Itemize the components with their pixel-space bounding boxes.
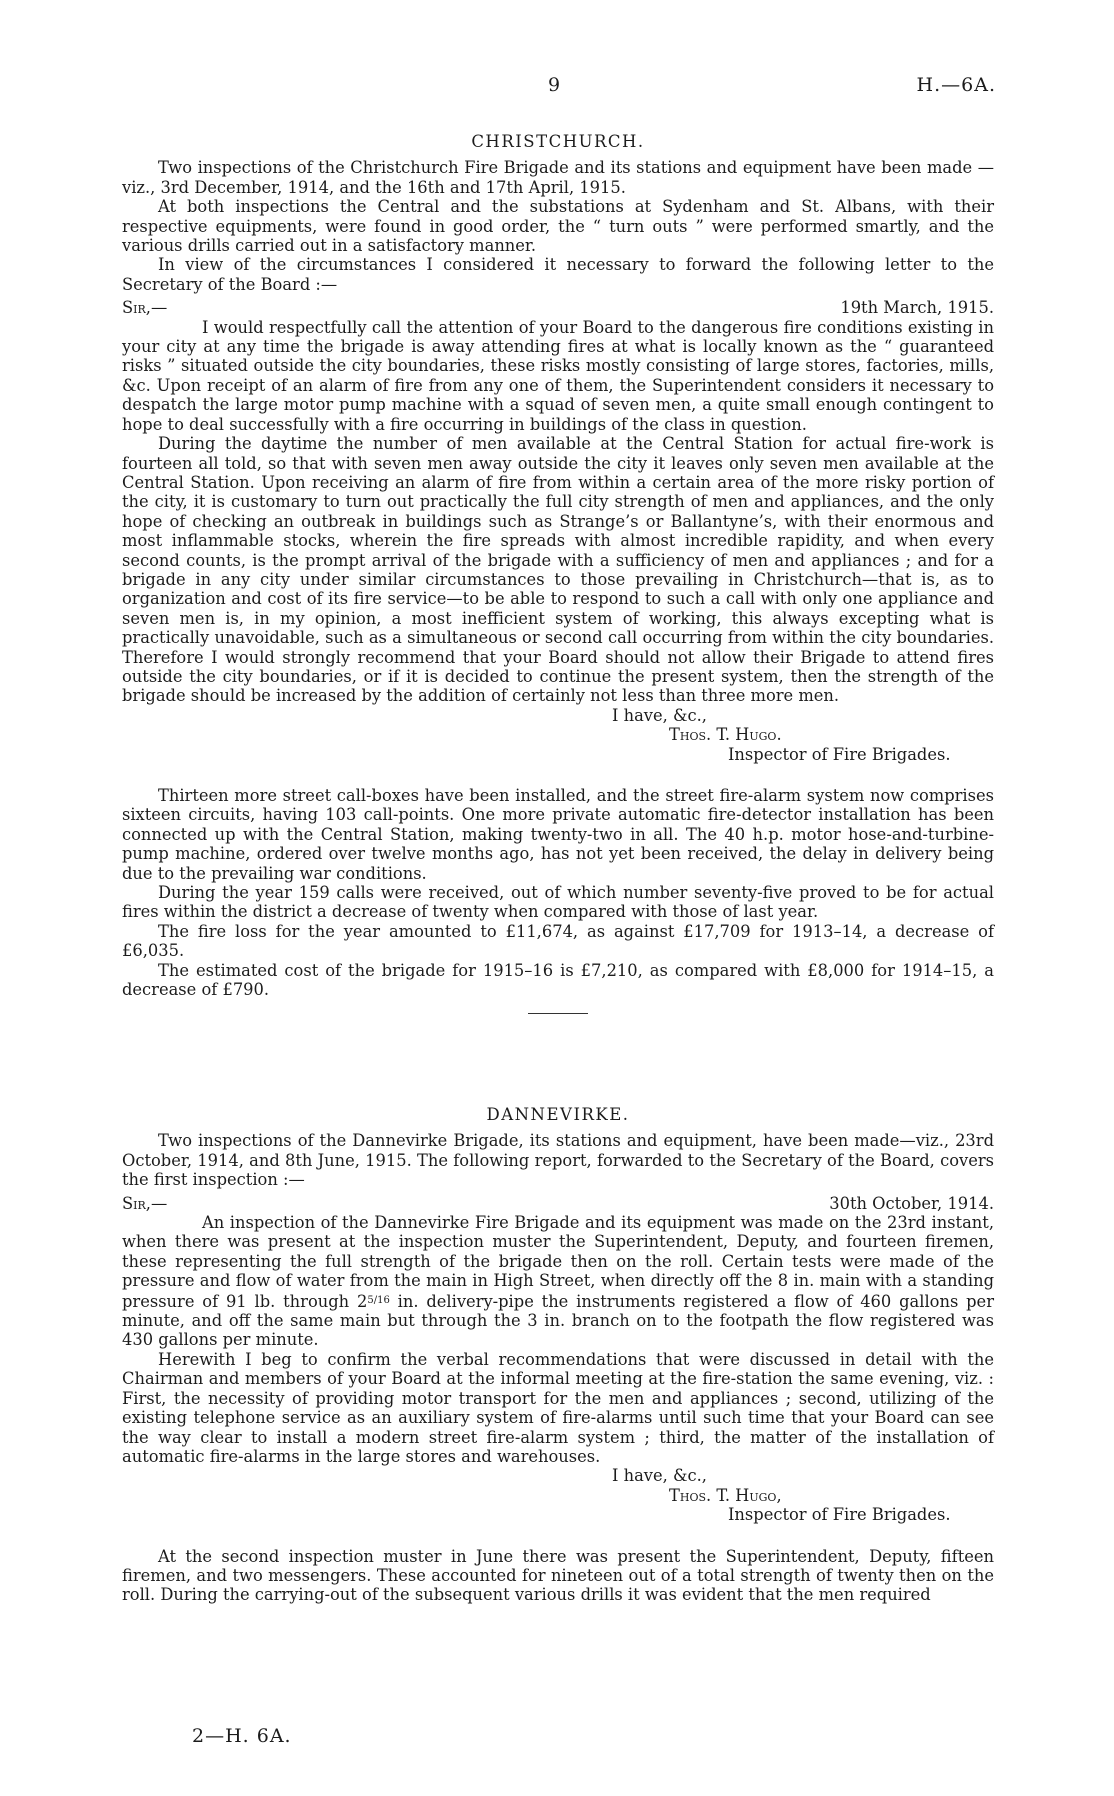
letter-date: 19th March, 1915. <box>840 298 994 318</box>
letter-paragraph <box>122 1213 994 1350</box>
letter-closing: I have, &c., <box>612 705 707 725</box>
page-number: 9 <box>548 74 561 96</box>
fraction: 5/16 <box>367 1294 390 1306</box>
section-divider <box>528 1013 588 1014</box>
paragraph: During the year 159 calls were received, out of which number seventy-five proved to be for actual fires within the district a decrease of twenty when compared with those of last year. <box>122 883 994 922</box>
page-header <box>0 74 1114 98</box>
letter-salutation-row <box>122 1194 994 1213</box>
document-code: H.—6A. <box>916 74 996 96</box>
letter-date: 30th October, 1914. <box>829 1193 994 1213</box>
quoted-letter <box>122 1194 994 1525</box>
paragraph: In view of the circumstances I considered it necessary to forward the following letter to the Secretary of the Board :— <box>122 255 994 294</box>
letter-paragraph: Herewith I beg to confirm the verbal recommendations that were discussed in detail with the Chairman and members of your Board at the informal meeting at the fire-station the same evening, viz. : First, the necessity of providing motor transport for the men and appliances ; second, utilizing of the existing telephone service as an auxiliary system of fire-alarms until such time that your Board can see the way clear to install a modern street fire-alarm system ; third, the matter of the installation of automatic fire-alarms in the large stores and warehouses. <box>122 1349 994 1466</box>
letter-paragraph: I would respectfully call the attention of your Board to the dangerous fire conditions existing in your city at any time the brigade is away attending fires at what is locally known as the “ guaranteed risks ” situated outside the city boundaries, these risks mostly consisting of large stores, factories, mills, &c. Upon receipt of an alarm of fire from any one of them, the Superintendent considers it necessary to despatch the large motor pump machine with a squad of seven men, a quite small enough contingent to hope to deal successfully with a fire occurring in buildings of the class in question. <box>122 317 994 434</box>
letter-salutation-row <box>122 298 994 317</box>
letter-salutation: Sir,— <box>122 298 168 318</box>
letter-signer-title: Inspector of Fire Brigades. <box>728 744 951 764</box>
letter-signature-block <box>612 706 994 764</box>
letter-text: An inspection of the Dannevirke Fire Brigade and its equipment was made on the 23rd instant, when there was present at the inspection muster the Superintendent, Deputy, and fourteen firemen, these representing the full strength of the brigade then on the roll. Certain tests were made of the pressure and flow of water from the main in High Street, when directly off the 8 in. main with a standing pressure of 91 lb. through 2 <box>122 1213 994 1311</box>
letter-signature: Thos. T. Hugo. <box>669 725 782 745</box>
signature-mark: 2—H. 6A. <box>192 1725 292 1747</box>
paragraph: The fire loss for the year amounted to £11,674, as against £17,709 for 1913–14, a decrease of £6,035. <box>122 921 994 961</box>
section-heading: DANNEVIRKE. <box>486 1105 630 1124</box>
letter-paragraph: During the daytime the number of men available at the Central Station for actual fire-work is fourteen all told, so that with seven men away outside the city it leaves only seven men available at the Central Station. Upon receiving an alarm of fire from within a certain area of the more risky portion of the city, it is customary to turn out practically the full city strength of men and appliances, and the only hope of checking an outbreak in buildings such as Strange’s or Ballantyne’s, with their enormous and most inflammable stocks, wherein the fire spreads with almost incredible rapidity, and when every second counts, is the prompt arrival of the brigade with a sufficiency of men and appliances ; and for a brigade in any city under similar circumstances to those prevailing in Christchurch—that is, as to organization and cost of its fire service—to be able to respond to such a call with only one appliance and seven men is, in my opinion, a most inefficient system of working, this always excepting what is practically unavoidable, such as a simultaneous or second call occurring from within the city boundaries. Therefore I would strongly recommend that your Board should not allow their Brigade to attend fires outside the city boundaries, or if it is decided to continue the present system, then the strength of the brigade should be increased by the addition of certainly not less than three more men. <box>122 434 994 706</box>
paragraph: Two inspections of the Dannevirke Brigade, its stations and equipment, have been made—viz., 23rd October, 1914, and 8th June, 1915. The following report, forwarded to the Secretary of the Board, covers the first inspection :— <box>122 1131 994 1190</box>
letter-closing: I have, &c., <box>612 1466 707 1486</box>
spacer <box>122 764 994 786</box>
paragraph: Thirteen more street call-boxes have been installed, and the street fire-alarm system now comprises sixteen circuits, having 103 call-points. One more private automatic fire-detector installation has been connected up with the Central Station, making twenty-two in all. The 40 h.p. motor hose-and-turbine-pump machine, ordered over twelve months ago, has not yet been received, the delay in delivery being due to the prevailing war conditions. <box>122 786 994 883</box>
quoted-letter <box>122 298 994 764</box>
paragraph: The estimated cost of the brigade for 1915–16 is £7,210, as compared with £8,000 for 1914–15, a decrease of £790. <box>122 960 994 1000</box>
paragraph: At the second inspection muster in June there was present the Superintendent, Deputy, fifteen firemen, and two messengers. These accounted for nineteen out of a total strength of twenty then on the roll. During the carrying-out of the subsequent various drills it was evident that the men required <box>122 1546 994 1605</box>
section-heading: CHRISTCHURCH. <box>471 132 645 151</box>
letter-signature: Thos. T. Hugo, <box>669 1485 782 1505</box>
paragraph: At both inspections the Central and the substations at Sydenham and St. Albans, with their respective equipments, were found in good order, the “ turn outs ” were performed smartly, and the various drills carried out in a satisfactory manner. <box>122 197 994 256</box>
letter-signature-block <box>612 1466 994 1524</box>
paragraph: Two inspections of the Christchurch Fire Brigade and its stations and equipment have been made —viz., 3rd December, 1914, and the 16th and 17th April, 1915. <box>122 158 994 197</box>
letter-text: in. delivery-pipe the instruments registered a flow of 460 gallons per minute, and off the same main but through the 3 in. branch on to the footpath the flow registered was 430 gallons per minute. <box>122 1291 994 1350</box>
section-christchurch <box>122 132 994 1014</box>
section-dannevirke <box>122 1105 994 1605</box>
spacer <box>122 1525 994 1547</box>
letter-salutation: Sir,— <box>122 1193 168 1213</box>
letter-signer-title: Inspector of Fire Brigades. <box>728 1505 951 1525</box>
